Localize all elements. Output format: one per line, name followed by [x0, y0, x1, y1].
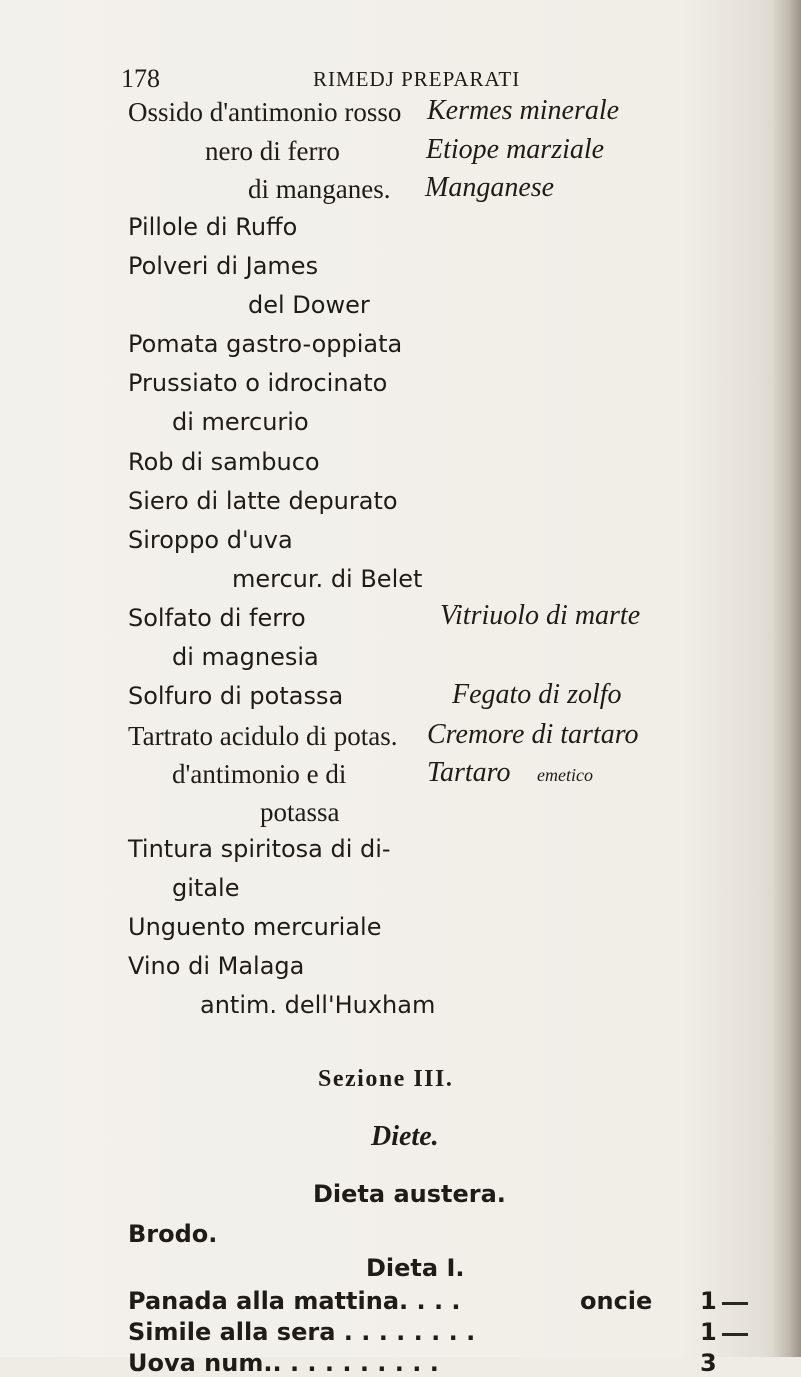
synonym-tartaro: Tartaro: [427, 757, 511, 788]
line-manganes: di manganes.: [248, 174, 391, 204]
section-title: Diete.: [371, 1121, 439, 1152]
line-pomata: Pomata gastro-oppiata: [128, 330, 403, 358]
line-brodo: Brodo.: [128, 1220, 218, 1248]
line-vino: Vino di Malaga: [128, 952, 305, 980]
line-rob: Rob di sambuco: [128, 448, 320, 476]
line-gitale: gitale: [172, 874, 240, 902]
quantity-dash: [722, 1333, 748, 1336]
line-magnesia: di magnesia: [172, 643, 319, 671]
line-polveri: Polveri di James: [128, 252, 319, 280]
line-ossido: Ossido d'antimonio rosso: [128, 97, 402, 127]
table-row-label: Uova num.. . . . . . . . . .: [128, 1349, 439, 1377]
table-row-qty: 1: [700, 1287, 717, 1315]
table-row-label: Panada alla mattina. . . .: [128, 1287, 461, 1315]
synonym-cremore: Cremore di tartaro: [427, 719, 639, 750]
line-mercurio: di mercurio: [172, 408, 309, 436]
line-solfuro: Solfuro di potassa: [128, 682, 344, 710]
diet-austera-heading: Dieta austera.: [313, 1180, 506, 1208]
line-tartrato: Tartrato acidulo di potas.: [128, 721, 398, 751]
running-title: RIMEDJ PREPARATI: [313, 67, 521, 91]
section-heading: Sezione III.: [318, 1066, 454, 1092]
line-pillole: Pillole di Ruffo: [128, 213, 298, 241]
table-row-qty: 3: [700, 1349, 717, 1377]
line-siroppo: Siroppo d'uva: [128, 526, 293, 554]
line-prussiato: Prussiato o idrocinato: [128, 369, 388, 397]
diet-one-heading: Dieta I.: [366, 1254, 465, 1282]
line-siero: Siero di latte depurato: [128, 487, 398, 515]
synonym-emetico: emetico: [537, 765, 593, 785]
line-nero-ferro: nero di ferro: [205, 136, 340, 166]
quantity-dash: [722, 1302, 748, 1305]
synonym-vitriuolo: Vitriuolo di marte: [440, 600, 641, 631]
line-huxham: antim. dell'Huxham: [200, 991, 436, 1019]
table-row-unit: oncie: [580, 1287, 653, 1315]
line-unguento: Unguento mercuriale: [128, 913, 382, 941]
line-solfato: Solfato di ferro: [128, 604, 306, 632]
line-potassa: potassa: [260, 797, 340, 827]
synonym-kermes: Kermes minerale: [427, 95, 620, 126]
line-tintura: Tintura spiritosa di di-: [128, 835, 391, 863]
table-row-label: Simile alla sera . . . . . . . .: [128, 1318, 476, 1346]
table-row-qty: 1: [700, 1318, 717, 1346]
page-number: 178: [121, 64, 160, 93]
line-dower: del Dower: [248, 291, 370, 319]
synonym-etiope: Etiope marziale: [426, 134, 605, 165]
line-antimonio: d'antimonio e di: [172, 759, 347, 789]
line-belet: mercur. di Belet: [232, 565, 423, 593]
synonym-manganese: Manganese: [425, 172, 555, 203]
page-edge-shadow: [773, 0, 801, 1357]
synonym-fegato: Fegato di zolfo: [452, 679, 622, 710]
